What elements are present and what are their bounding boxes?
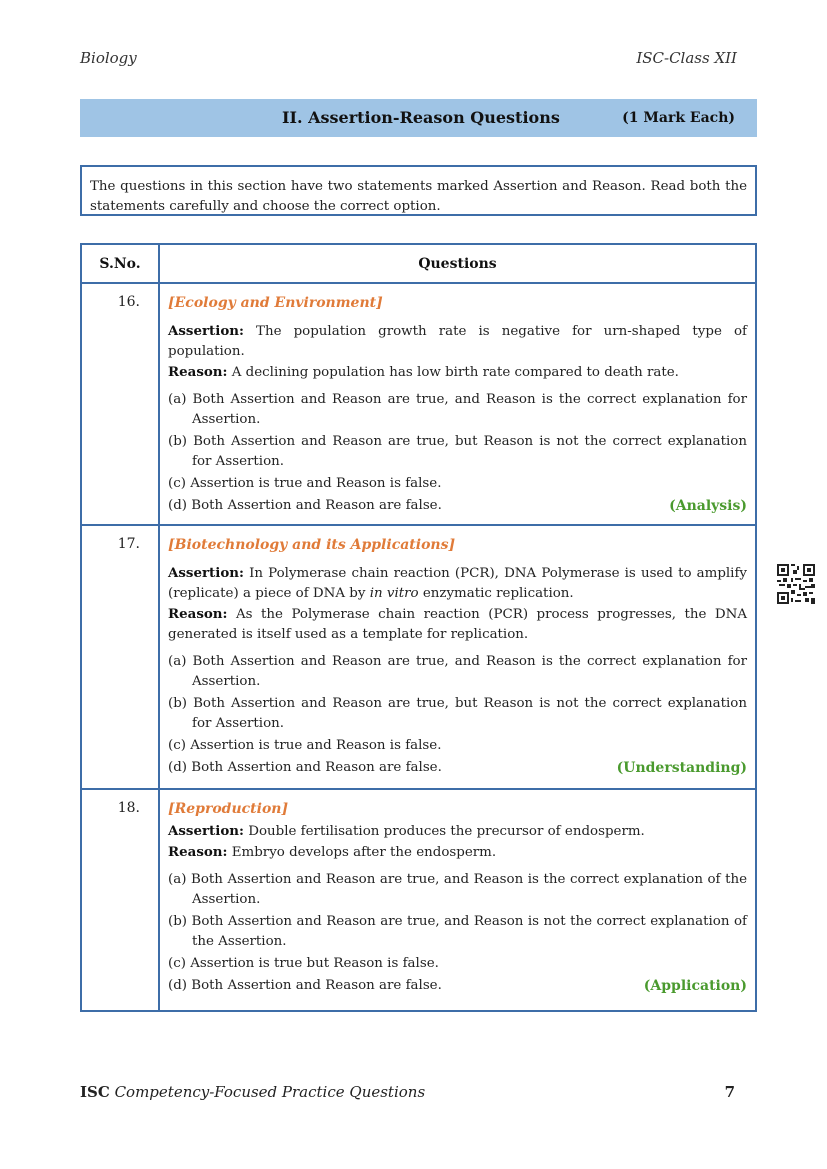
option-b: (b) Both Assertion and Reason are true, but Reason is not the correct explanation for Assertion. (168, 696, 747, 731)
skill-tag: (Application) (643, 978, 747, 994)
qr-code-icon[interactable] (777, 564, 815, 604)
skill-tag: (Understanding) (616, 760, 747, 776)
section-title-bar (80, 99, 757, 137)
reason (168, 362, 747, 383)
option-d-row (168, 496, 747, 516)
reason (168, 604, 747, 645)
question-number: 17. (81, 525, 159, 789)
question-row-18 (81, 789, 756, 1011)
option-c: (c) Assertion is true but Reason is false. (168, 956, 439, 971)
table-header-row (81, 244, 756, 283)
footer-brand: ISC (80, 1083, 110, 1101)
option-a: (a) Both Assertion and Reason are true, and Reason is the correct explanation for Assertion. (168, 654, 747, 689)
skill-tag: (Analysis) (669, 498, 747, 514)
assertion (168, 821, 747, 842)
section-marks: (1 Mark Each) (622, 110, 735, 126)
question-topic: [Biotechnology and its Applications] (168, 537, 456, 553)
option-d: (d) Both Assertion and Reason are false. (168, 498, 442, 513)
assertion-label: Assertion: (168, 323, 244, 339)
question-cell (159, 789, 756, 1011)
reason-label: Reason: (168, 364, 228, 380)
option-c: (c) Assertion is true and Reason is false. (168, 476, 442, 491)
header-class: ISC-Class XII (636, 49, 737, 67)
question-number: 18. (81, 789, 159, 1011)
question-topic: [Ecology and Environment] (168, 295, 383, 311)
page-number: 7 (724, 1083, 735, 1101)
assertion-label: Assertion: (168, 565, 244, 581)
assertion-text-post: enzymatic replication. (422, 586, 574, 601)
question-topic: [Reproduction] (168, 801, 289, 817)
assertion-text-italic: in vitro (369, 586, 419, 601)
option-d-row (168, 976, 747, 996)
question-row-17 (81, 525, 756, 789)
reason-text: As the Polymerase chain reaction (PCR) process progresses, the DNA generated is itself used as a template for replication. (168, 607, 747, 642)
option-d-row (168, 758, 747, 778)
col-header-questions: Questions (159, 244, 756, 283)
option-a: (a) Both Assertion and Reason are true, and Reason is the correct explanation of the Assertion. (168, 872, 747, 907)
reason (168, 842, 747, 863)
reason-text: A declining population has low birth rate compared to death rate. (231, 365, 679, 380)
options-list (168, 390, 747, 516)
question-row-16 (81, 283, 756, 525)
option-b: (b) Both Assertion and Reason are true, but Reason is not the correct explanation for Assertion. (168, 434, 747, 469)
options-list (168, 652, 747, 778)
assertion-text: Double fertilisation produces the precursor of endosperm. (248, 824, 645, 839)
option-c: (c) Assertion is true and Reason is false. (168, 738, 442, 753)
option-b: (b) Both Assertion and Reason are true, and Reason is not the correct explanation of the Assertion. (168, 914, 747, 949)
assertion (168, 321, 747, 362)
options-list (168, 870, 747, 996)
option-a: (a) Both Assertion and Reason are true, and Reason is the correct explanation for Assertion. (168, 392, 747, 427)
header-subject: Biology (80, 49, 137, 67)
footer-book-title: Competency-Focused Practice Questions (114, 1083, 426, 1101)
assertion-text-pre: In Polymerase chain reaction (PCR), DNA Polymerase is used to amplify (replicate) a piece of DNA by (168, 566, 747, 601)
assertion-text: The population growth rate is negative for urn-shaped type of population. (168, 324, 747, 359)
question-cell (159, 283, 756, 525)
assertion-label: Assertion: (168, 823, 244, 839)
option-d: (d) Both Assertion and Reason are false. (168, 760, 442, 775)
section-title: II. Assertion-Reason Questions (282, 108, 560, 127)
questions-table (80, 243, 757, 1012)
col-header-sno: S.No. (81, 244, 159, 283)
reason-label: Reason: (168, 844, 228, 860)
option-d: (d) Both Assertion and Reason are false. (168, 978, 442, 993)
question-number: 16. (81, 283, 159, 525)
reason-text: Embryo develops after the endosperm. (231, 845, 497, 860)
reason-label: Reason: (168, 606, 228, 622)
footer-title (80, 1083, 425, 1101)
question-cell (159, 525, 756, 789)
assertion (168, 563, 747, 604)
instructions-box: The questions in this section have two statements marked Assertion and Reason. Read both the statements carefully and choose the correct option. (80, 165, 757, 216)
